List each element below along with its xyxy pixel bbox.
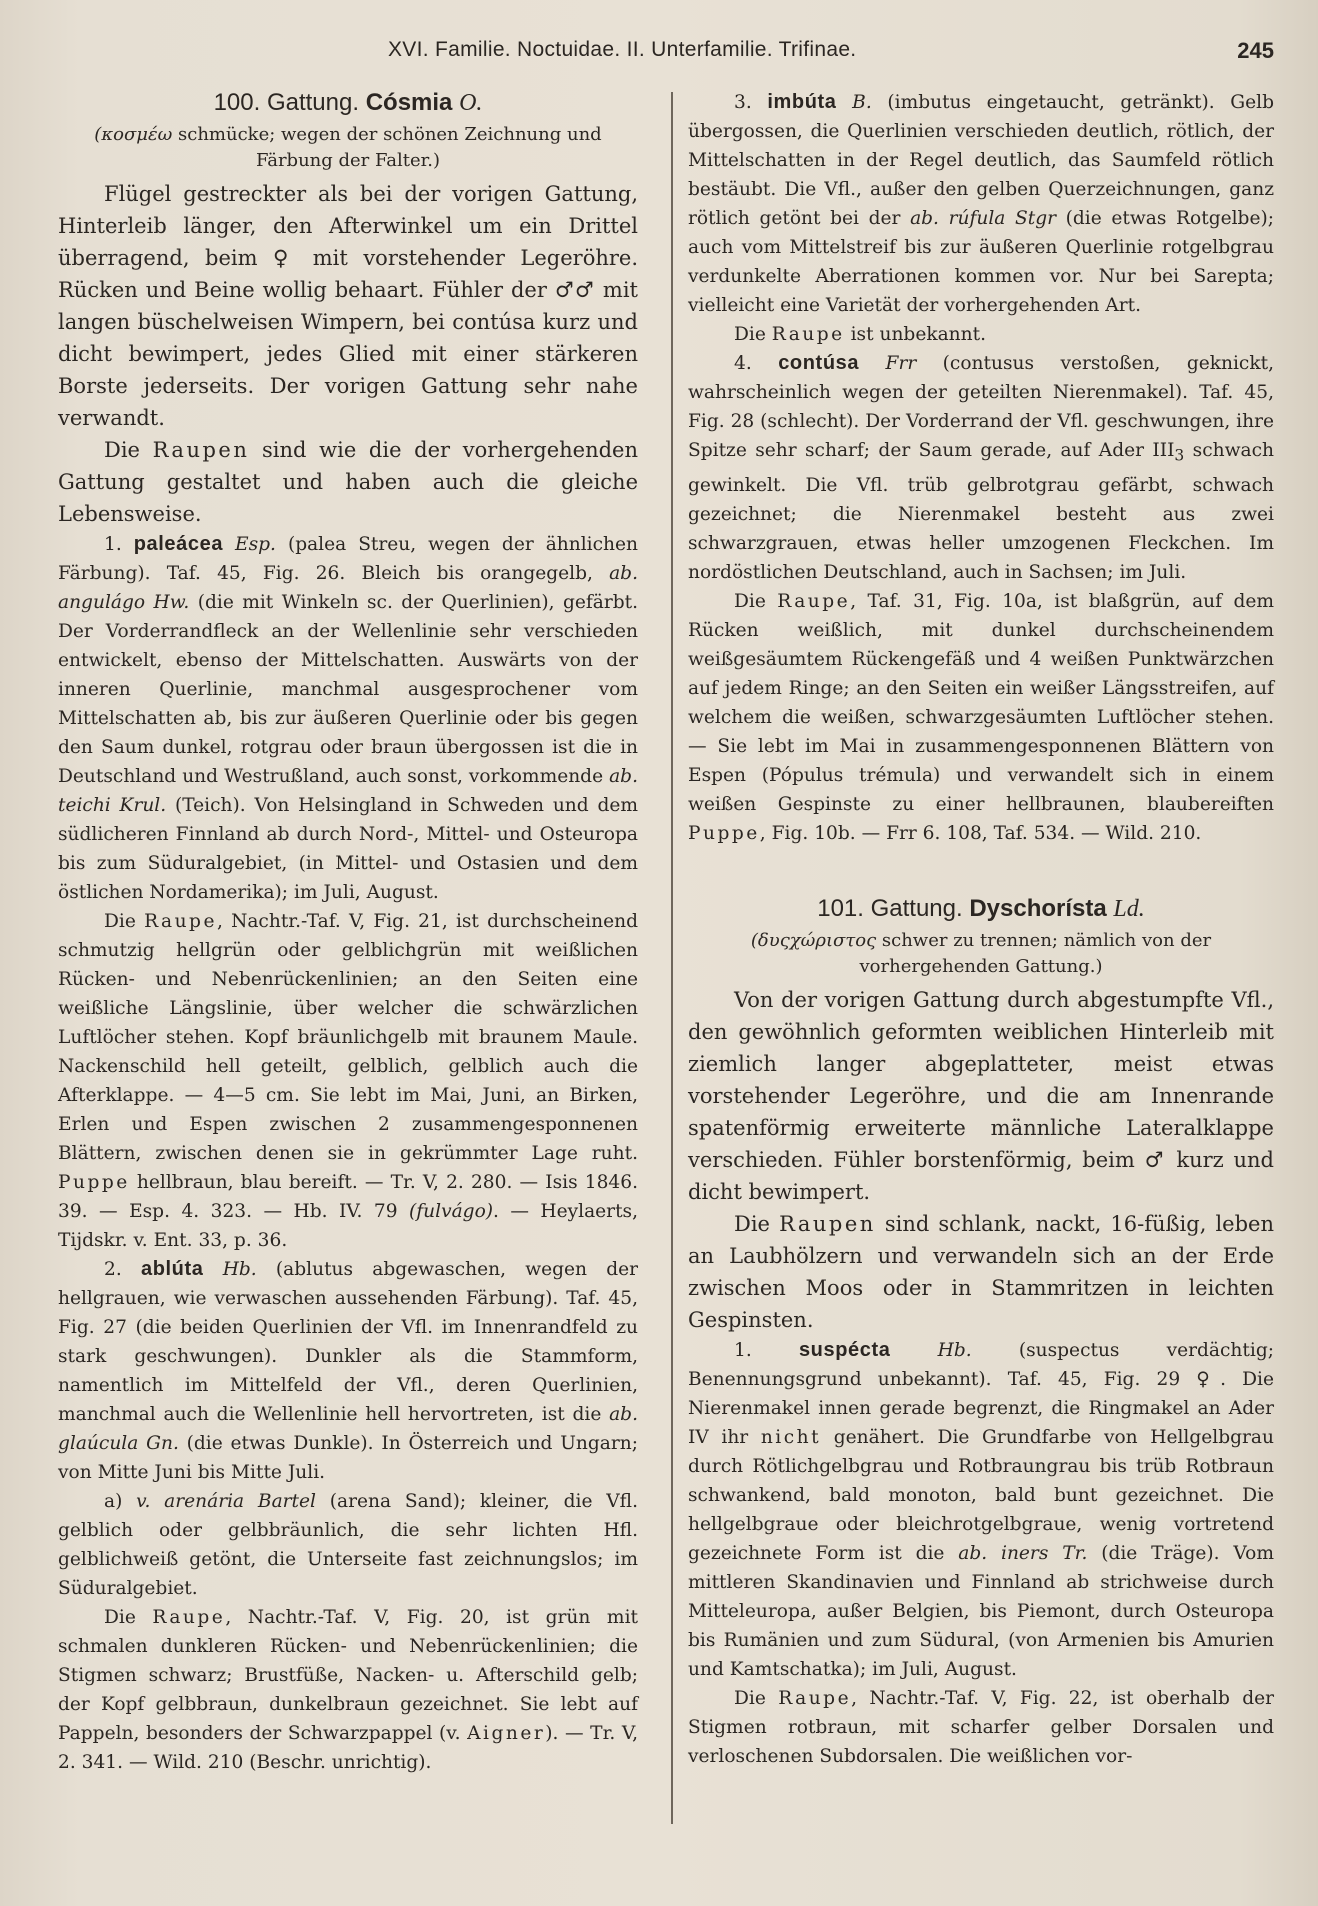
species-author: B.: [852, 92, 872, 113]
larva-text: , Nachtr.-Taf. V, Fig. 21, ist durchscheinend schmutzig hellgrün oder gelblichgrün mit weißlichen Rücken- und Nebenrückenlinien; an den Seiten eine weißliche Längslinie, über welcher die schwärzlichen Luftlöcher stehen. Kopf bräunlichgelb mit braunem Maule. Nackenschild hell geteilt, gelblich, gelblich auch die Afterklappe. — 4—5 cm. Sie lebt im Mai, Juni, an Birken, Erlen und Espen zwischen 2 zusammengesponnenen Blättern, zwischen denen sie in gekrümmter Lage ruht.: [58, 911, 638, 1164]
species-author: Hb.: [222, 1259, 257, 1280]
raupe-word: Raupe: [144, 911, 217, 932]
genus-etymology: [58, 122, 638, 174]
larva-text: ). — Tr. V, 2. 341. — Wild. 210 (Beschr. unrichtig).: [58, 1723, 638, 1773]
genus-heading-dyschorista: [688, 892, 1274, 926]
section-spacer: [688, 848, 1274, 892]
larva-description: [58, 907, 638, 1255]
variety-label: a): [104, 1491, 137, 1512]
larva-text: hellbraun, blau bereift. — Tr. V, 2. 280. — Isis 1846. 39. — Esp. 4. 323. — Hb. IV. 79: [58, 1172, 638, 1222]
species-number: 4.: [734, 353, 752, 374]
species-author: Esp.: [235, 534, 276, 555]
larva-text: , Nachtr.-Taf. V, Fig. 20, ist grün mit schmalen dunkleren Rücken- und Nebenrückenlinien; die Stigmen schwarz; Brustfüße, Nacken- u. Afterschild gelb; der Kopf gelbbraun, dunkelbraun gezeichnet. Sie lebt auf Pappeln, besonders der Schwarzpappel (v.: [58, 1607, 638, 1744]
genus-name: Cósmia: [365, 89, 453, 116]
aberration-name: ab. teichi Krul.: [58, 766, 638, 816]
intro-lead: Die: [734, 1211, 780, 1236]
column-divider: [671, 92, 673, 1824]
larva-text: , Fig. 10b. — Frr 6. 108, Taf. 534. — Wild. 210.: [759, 822, 1202, 844]
species-entry-imbuta: [688, 88, 1274, 320]
genus-etymology: [688, 928, 1274, 980]
caterpillar-intro: [58, 434, 638, 530]
etymology-text: schwer zu trennen; nämlich von der vorhergehenden Gattung.): [859, 929, 1212, 977]
species-number: 1.: [104, 534, 122, 555]
variety-name: v. arenária Bartel: [136, 1491, 316, 1512]
species-name: ablúta: [140, 1258, 204, 1280]
larva-description: [688, 587, 1274, 848]
caterpillar-intro: [688, 1208, 1274, 1336]
species-text: (imbutus eingetaucht, getränkt). Gelb übergossen, die Querlinien verschieden deutlich, rötlich, der Mittelschatten in der Regel deutlich, das Saumfeld rötlich bestäubt. Die Vfl., außer den gelben Querzeichnungen, ganz rötlich getönt bei der: [688, 92, 1274, 229]
etymology-greek: (δυςχώριστος: [750, 929, 877, 951]
species-name: paleácea: [133, 533, 224, 555]
right-column: [688, 88, 1274, 1771]
species-entry-contusa: [688, 349, 1274, 587]
raupe-word: Raupe: [777, 590, 851, 612]
genus-name: Dyschorísta: [969, 894, 1107, 922]
species-entry-suspecta: [688, 1336, 1274, 1684]
larva-text: ist unbekannt.: [844, 324, 987, 345]
larva-text: . — Heylaerts, Tijdskr. v. Ent. 33, p. 36.: [58, 1201, 638, 1251]
larva-lead: Die: [104, 911, 145, 932]
larva-description: [58, 1603, 638, 1777]
left-column: [58, 86, 638, 1777]
species-text: (contusus verstoßen, geknickt, wahrscheinlich wegen der geteilten Nierenmakel). Taf. 45, Fig. 28 (schlecht). Der Vorderrand der Vfl. geschwungen, ihre Spitze sehr scharf; der Saum gerade, auf Ader III: [688, 353, 1274, 461]
puppe-word: Puppe: [688, 822, 760, 844]
aberration-name: ab. angulágo Hw.: [58, 563, 638, 613]
genus-description: Flügel gestreckter als bei der vorigen Gattung, Hinterleib länger, den Afterwinkel um ein Drittel überragend, beim ♀ mit vorstehender Legeröhre. Rücken und Beine wollig behaart. Fühler der ♂♂ mit langen büschelweisen Wimpern, bei contúsa kurz und dicht bewimpert, jedes Glied mit einer stärkeren Borste jederseits. Der vorigen Gattung sehr nahe verwandt.: [58, 182, 638, 430]
species-text: (die etwas Dunkle). In Österreich und Ungarn; von Mitte Juni bis Mitte Juli.: [58, 1433, 638, 1483]
raupe-word: Raupe: [771, 324, 845, 345]
species-name: imbúta: [767, 91, 837, 113]
species-name: contúsa: [778, 352, 860, 374]
species-text: (die mit Winkeln sc. der Querlinien), gefärbt. Der Vorderrandfleck an der Wellenlinie sehr verschieden entwickelt, ebenso der Mittelschatten. Auswärts von der inneren Querlinie, manchmal ausgesprochener vom Mittelschatten ab, bis zur äußeren Querlinie oder bis gegen den Saum dunkel, rotgrau oder braun übergossen ist die in Deutschland und Westrußland, auch sonst, vorkommende: [58, 592, 638, 787]
aberration-name: ab. rúfula Stgr: [910, 208, 1056, 229]
genus-number: 101. Gattung.: [817, 894, 963, 922]
aberration-name: ab. iners Tr.: [958, 1542, 1088, 1564]
raupen-word: Raupen: [779, 1211, 876, 1236]
raupe-word: Raupe: [152, 1607, 226, 1628]
variety-text: (arena Sand); kleiner, die Vfl. gelblich oder gelbbräunlich, die sehr lichten Hfl. gelblichweiß getönt, die Unterseite fast zeichnungslos; im Süduralgebiet.: [58, 1491, 638, 1599]
species-entry-paleacea: [58, 530, 638, 907]
larva-description: [688, 320, 1274, 349]
running-head: [0, 38, 1318, 68]
species-text: (suspectus verdächtig; Benennungsgrund unbekannt). Taf. 45, Fig. 29 ♀. Die Nierenmakel innen gerade begrenzt, die Ringmakel an Ader IV ihr: [688, 1339, 1274, 1448]
aigner-word: Aigner: [467, 1723, 546, 1744]
larva-text: , Taf. 31, Fig. 10a, ist blaßgrün, auf dem Rücken weißlich, mit dunkel durchscheinendem weißgesäumtem Rückengefäß und 4 weißen Punktwärzchen auf jedem Ringe; an den Seiten ein weißer Längsstreifen, auf welchem die weißen, schwarzgesäumten Luftlöcher stehen. — Sie lebt im Mai in zusammengesponnenen Blättern von Espen (Pópulus trémula) und verwandelt sich in einem weißen Gespinste zu einer hellbraunen, blaubereiften: [688, 590, 1274, 815]
raupe-word: Raupe: [778, 1687, 852, 1709]
larva-lead: Die: [734, 324, 772, 345]
larva-lead: Die: [104, 1607, 153, 1628]
aberration-name: ab. glaúcula Gn.: [58, 1404, 638, 1454]
raupen-word: Raupen: [152, 438, 250, 462]
species-number: 3.: [734, 92, 752, 113]
larva-description: [688, 1684, 1274, 1771]
genus-heading-cosmia: [58, 86, 638, 120]
species-text: (ablutus abgewaschen, wegen der hellgrauen, wie verwaschen aussehenden Färbung). Taf. 45, Fig. 27 (die beiden Querlinien der Vfl. im Innenrandfeld zu stark geschwungen). Dunkler als die Stammform, namentlich im Mittelfeld der Vfl., deren Querlinien, manchmal auch die Wellenlinie hell hervortreten, ist die: [58, 1259, 639, 1425]
larva-lead: Die: [734, 1687, 779, 1709]
etymology-text: schmücke; wegen der schönen Zeichnung und Färbung der Falter.): [172, 124, 602, 171]
genus-number: 100. Gattung.: [213, 89, 360, 116]
puppe-word: Puppe: [58, 1172, 130, 1193]
larva-lead: Die: [734, 590, 778, 612]
synonym-name: (fulvágo): [409, 1201, 494, 1222]
species-text: genähert. Die Grundfarbe von Hellgelbgrau durch Rötlichgelbgrau und Rotbraungrau bis trüb Rotbraun schwankend, bald monoton, bald bunt gezeichnet. Die hellgelbgraue oder bleichrotgelbgraue, wenig vortretend gezeichnete Form ist die: [688, 1426, 1274, 1564]
species-author: Frr: [885, 353, 917, 374]
species-number: 2.: [104, 1259, 122, 1280]
genus-description: Von der vorigen Gattung durch abgestumpfte Vfl., den gewöhnlich geformten weiblichen Hinterleib mit ziemlich langer abgeplatteter, meist etwas vorstehender Legeröhre, und die am Innenrande spatenförmig erweiterte männliche Lateralklappe verschieden. Fühler borstenförmig, beim ♂ kurz und dicht bewimpert.: [688, 987, 1274, 1204]
species-name: suspécta: [798, 1338, 891, 1361]
intro-rest: sind wie die der vorhergehenden Gattung gestaltet und haben auch die gleiche Lebensweise.: [58, 438, 639, 526]
running-head-title: XVI. Familie. Noctuidae. II. Unterfamilie. Trifinae.: [388, 38, 857, 61]
species-text: (Teich). Von Helsingland in Schweden und dem südlicheren Finnland ab durch Nord-, Mittel- und Osteuropa bis zum Süduralgebiet, (in Mittel- und Ostasien und dem östlichen Nordamerika); im Juli, August.: [58, 795, 638, 903]
species-text: (die etwas Rotgelbe); auch vom Mittelstreif bis zur äußeren Querlinie rotgelbgrau verdunkelte Aberrationen kommen vor. Nur bei Sarepta; vielleicht eine Varietät der vorhergehenden Art.: [688, 208, 1274, 316]
nicht-word: nicht: [760, 1426, 822, 1448]
species-number: 1.: [734, 1339, 752, 1361]
genus-author: Ld.: [1113, 895, 1145, 922]
species-text: (die Träge). Vom mittleren Skandinavien und Finnland ab strichweise durch Mitteleuropa, außer Belgien, bis Piemont, durch Osteuropa bis Rumänien und zum Südural, (von Armenien bis Amurien und Kamtschatka); im Juli, August.: [688, 1542, 1274, 1680]
vein-subscript: 3: [1174, 446, 1185, 465]
species-text: schwach gewinkelt. Die Vfl. trüb gelbrotgrau gefärbt, schwach gezeichnet; die Nierenmakel besteht aus zwei schwarzgrauen, etwas heller umzogenen Fleckchen. Im nordöstlichen Deutschland, auch in Sachsen; im Juli.: [688, 440, 1274, 583]
genus-author: O.: [459, 90, 483, 116]
species-text: (palea Streu, wegen der ähnlichen Färbung). Taf. 45, Fig. 26. Bleich bis orangegelb,: [58, 534, 638, 584]
page-number: 245: [1237, 38, 1274, 63]
intro-lead: Die: [104, 438, 153, 462]
variety-entry: [58, 1487, 638, 1603]
intro-rest: sind schlank, nackt, 16-füßig, leben an Laubhölzern und verwandeln sich an der Erde zwischen Moos oder in Stammritzen in leichten Gespinsten.: [688, 1211, 1274, 1332]
species-author: Hb.: [937, 1339, 972, 1361]
species-entry-abluta: [58, 1255, 638, 1487]
etymology-greek: (κοσμέω: [94, 124, 173, 145]
larva-text: , Nachtr.-Taf. V, Fig. 22, ist oberhalb der Stigmen rotbraun, mit scharfer gelber Dorsalen und verloschenen Subdorsalen. Die weißlichen vor-: [688, 1687, 1274, 1767]
